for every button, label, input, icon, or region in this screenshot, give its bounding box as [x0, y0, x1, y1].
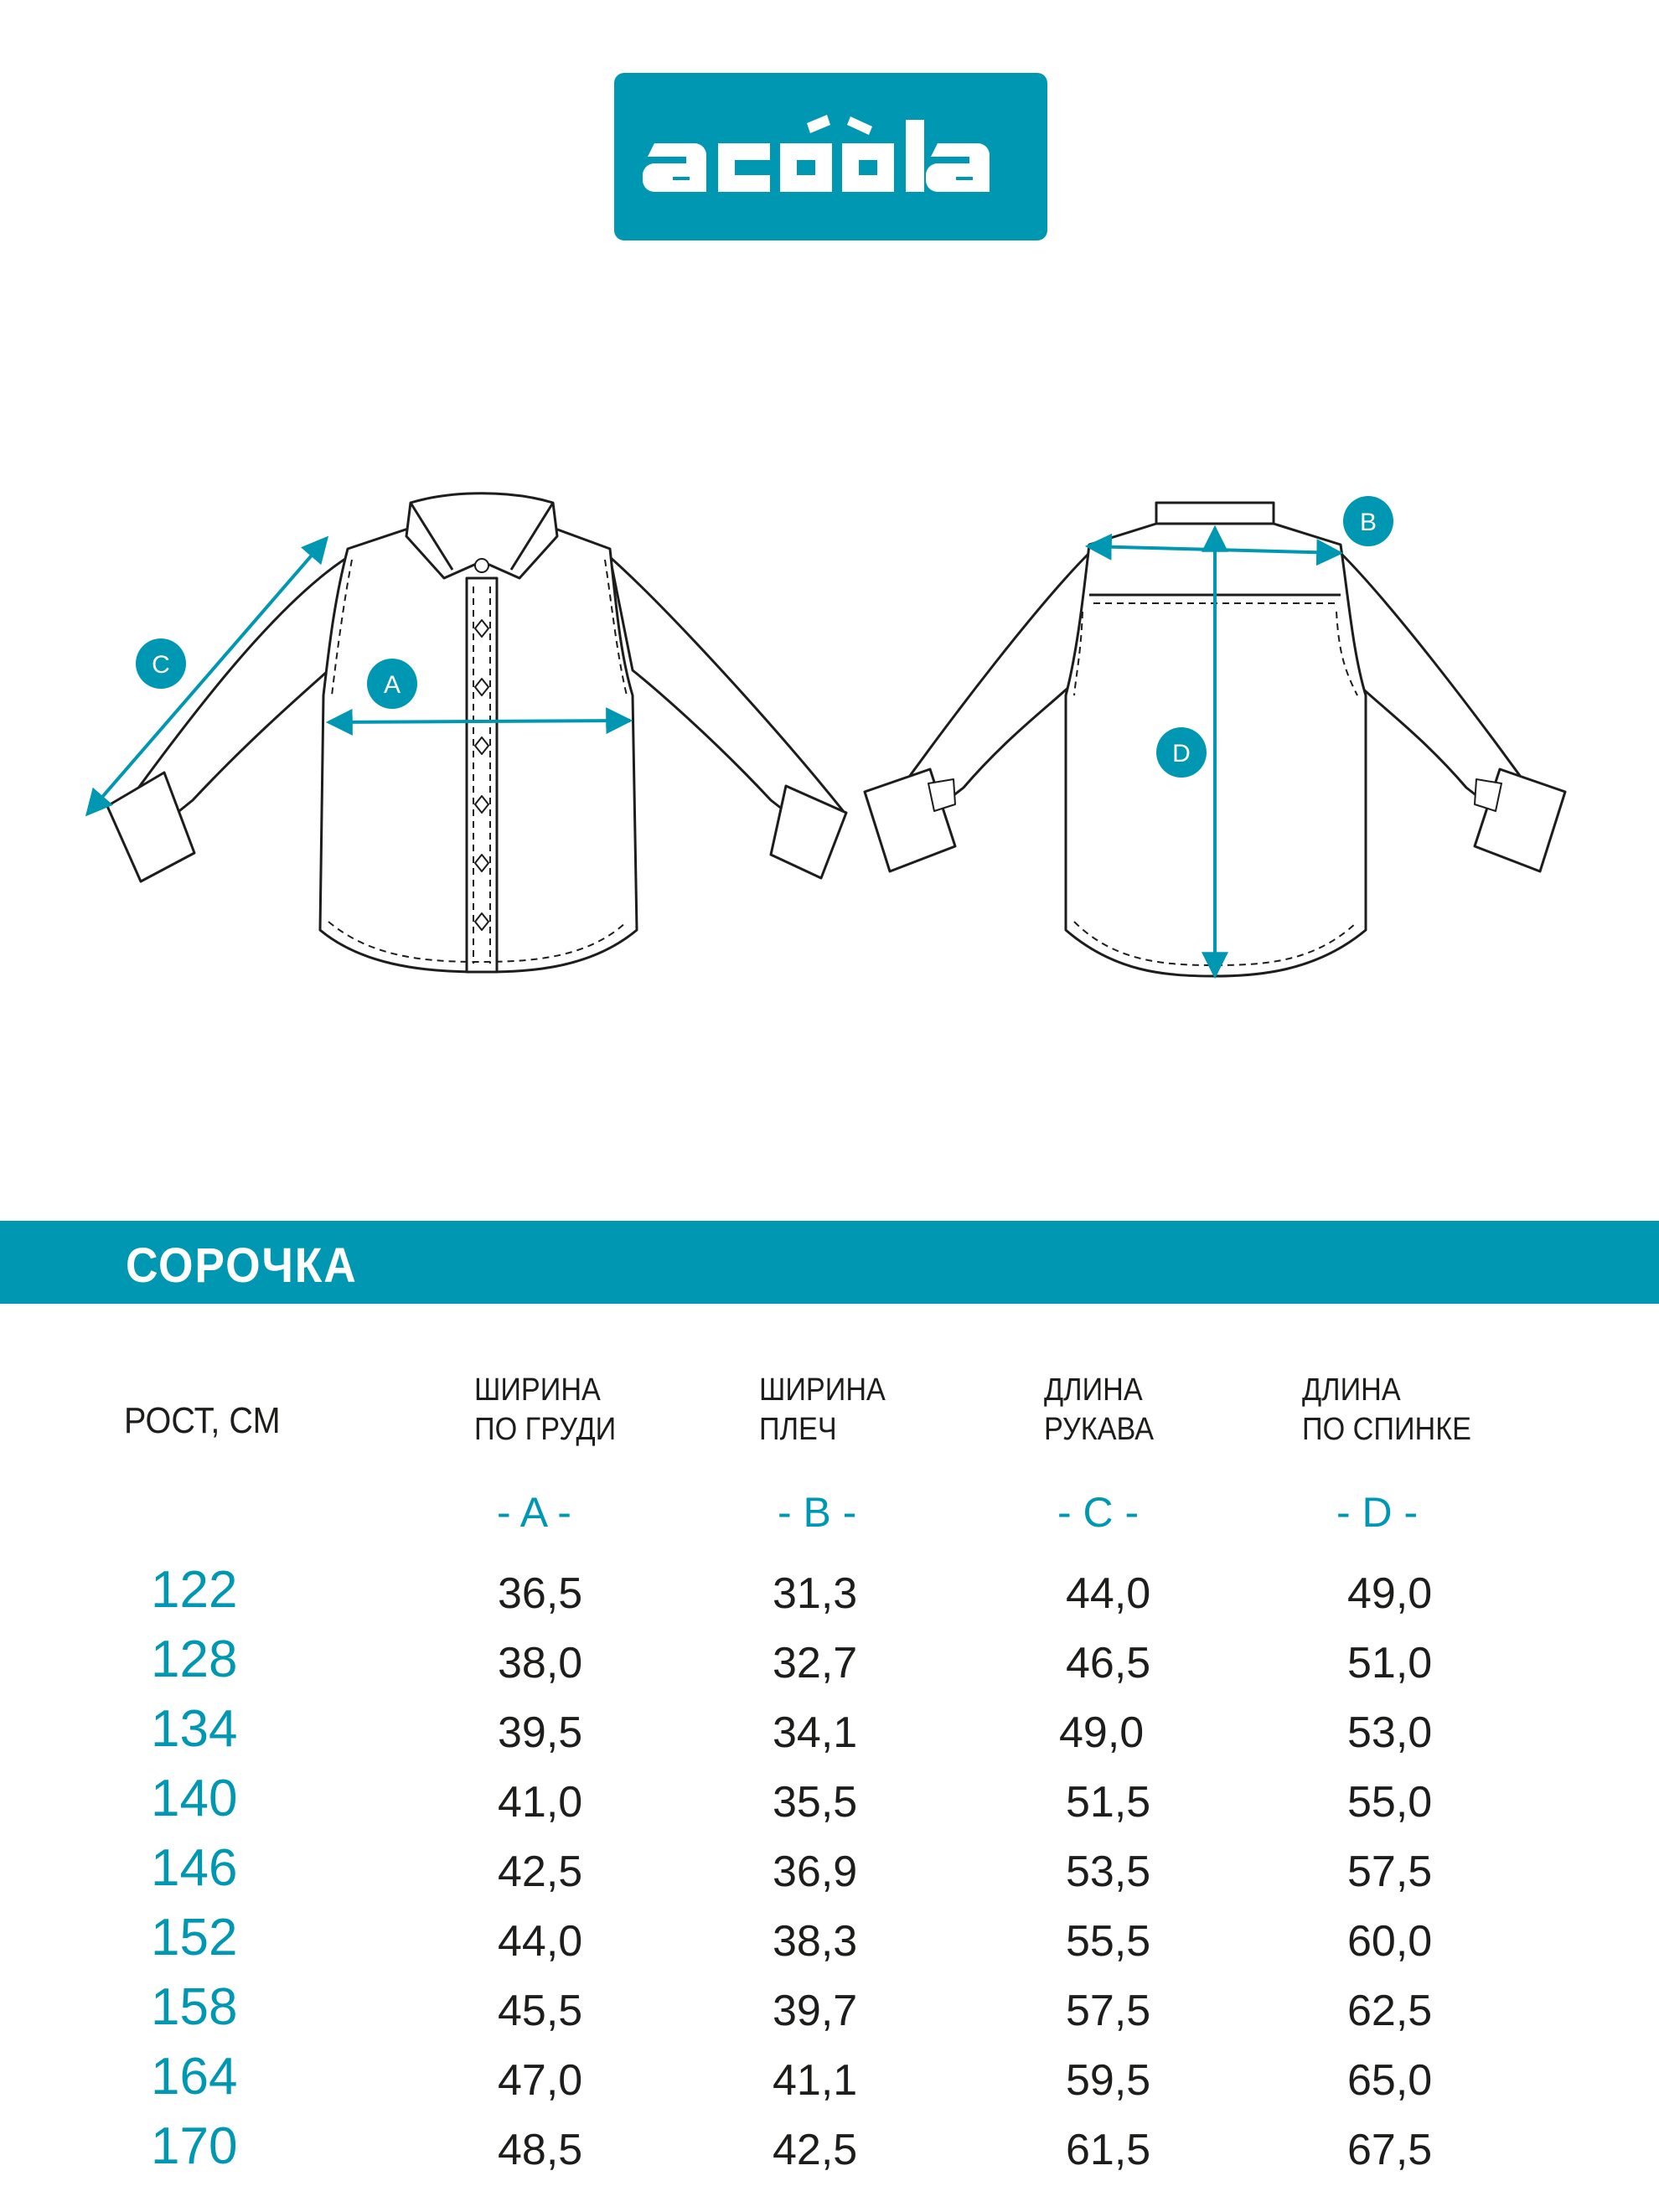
svg-text:B: B	[1359, 509, 1377, 536]
column-header-back: ДЛИНА ПО СПИНКЕ	[1302, 1372, 1471, 1447]
height-cell: 152	[151, 1909, 238, 1967]
svg-text:A: A	[383, 671, 401, 699]
value-chest: 41,0	[498, 1778, 583, 1827]
value-shoulders: 39,7	[773, 1987, 858, 2035]
marker-c	[136, 638, 186, 689]
height-cell: 158	[151, 1978, 238, 2036]
logo-wordmark	[614, 73, 1047, 240]
column-letter-d: - D -	[1336, 1489, 1419, 1536]
marker-b	[1343, 496, 1393, 546]
height-cell: 140	[151, 1770, 238, 1827]
value-back: 62,5	[1347, 1987, 1433, 2035]
product-title: СОРОЧКА	[126, 1238, 358, 1293]
value-sleeve: 49,0	[1059, 1708, 1145, 1757]
column-header-shoulders: ШИРИНА ПЛЕЧ	[759, 1372, 886, 1447]
height-header: РОСТ, СМ	[124, 1400, 281, 1441]
front-shirt-icon	[107, 494, 846, 972]
value-shoulders: 42,5	[773, 2126, 858, 2174]
value-shoulders: 34,1	[773, 1708, 858, 1757]
value-shoulders: 32,7	[773, 1639, 858, 1687]
column-header-chest: ШИРИНА ПО ГРУДИ	[474, 1372, 617, 1447]
value-chest: 38,0	[498, 1639, 583, 1687]
column-letter-c: - C -	[1057, 1489, 1140, 1536]
value-chest: 44,0	[498, 1917, 583, 1966]
marker-d	[1156, 727, 1207, 778]
value-chest: 42,5	[498, 1848, 583, 1896]
shirt-diagram	[0, 469, 1659, 1005]
column-letter-a: - A -	[497, 1489, 571, 1536]
measure-a-arrow	[328, 721, 630, 722]
marker-a	[367, 659, 417, 709]
value-sleeve: 53,5	[1066, 1848, 1151, 1896]
svg-text:C: C	[152, 651, 170, 679]
column-header-sleeve: ДЛИНА РУКАВА	[1044, 1372, 1155, 1447]
height-cell: 122	[151, 1561, 238, 1619]
value-shoulders: 38,3	[773, 1917, 858, 1966]
height-cell: 128	[151, 1631, 238, 1688]
value-sleeve: 46,5	[1066, 1639, 1151, 1687]
title-band	[0, 1221, 1659, 1304]
height-cell: 164	[151, 2048, 238, 2106]
brand-logo	[614, 73, 1047, 240]
value-back: 65,0	[1347, 2056, 1433, 2105]
value-back: 49,0	[1347, 1569, 1433, 1618]
value-back: 51,0	[1347, 1639, 1433, 1687]
height-cell: 134	[151, 1700, 238, 1758]
value-chest: 47,0	[498, 2056, 583, 2105]
value-chest: 48,5	[498, 2126, 583, 2174]
value-sleeve: 51,5	[1066, 1778, 1151, 1827]
height-cell: 170	[151, 2117, 238, 2175]
value-sleeve: 55,5	[1066, 1917, 1151, 1966]
value-back: 53,0	[1347, 1708, 1433, 1757]
value-sleeve: 57,5	[1066, 1987, 1151, 2035]
value-sleeve: 44,0	[1066, 1569, 1151, 1618]
value-back: 57,5	[1347, 1848, 1433, 1896]
value-chest: 36,5	[498, 1569, 583, 1618]
value-back: 60,0	[1347, 1917, 1433, 1966]
svg-text:D: D	[1172, 740, 1191, 767]
value-back: 55,0	[1347, 1778, 1433, 1827]
value-chest: 39,5	[498, 1708, 583, 1757]
value-shoulders: 41,1	[773, 2056, 858, 2105]
column-letter-b: - B -	[778, 1489, 857, 1536]
value-chest: 45,5	[498, 1987, 583, 2035]
value-sleeve: 61,5	[1066, 2126, 1151, 2174]
value-back: 67,5	[1347, 2126, 1433, 2174]
value-shoulders: 31,3	[773, 1569, 858, 1618]
value-sleeve: 59,5	[1066, 2056, 1151, 2105]
value-shoulders: 36,9	[773, 1848, 858, 1896]
height-cell: 146	[151, 1839, 238, 1897]
value-shoulders: 35,5	[773, 1778, 858, 1827]
